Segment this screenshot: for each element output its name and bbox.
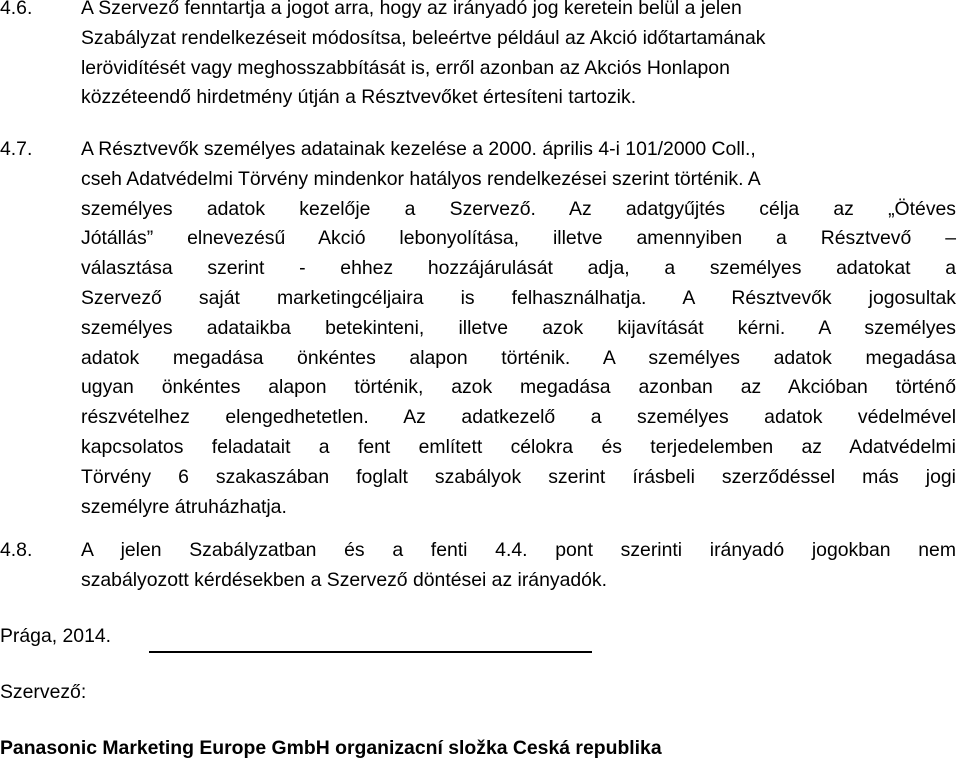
text-line: Törvény 6 szakaszában foglalt szabályok szerint írásbeli szerződéssel más jogi bbox=[81, 465, 956, 488]
section-number: 4.6. bbox=[0, 0, 33, 19]
text-line: Szabályzat rendelkezéseit módosítsa, beleértve például az Akció időtartamának bbox=[81, 26, 766, 49]
text-line: A jelen Szabályzatban és a fenti 4.4. pont szerinti irányadó jogokban nem bbox=[81, 539, 956, 561]
text-line: szabályozott kérdésekben a Szervező döntései az irányadók. bbox=[81, 568, 608, 591]
place-date: Prága, 2014. bbox=[0, 625, 112, 647]
section-text bbox=[81, 536, 956, 596]
text-line: személyes adataikba betekinteni, illetve azok kijavítását kérni. A személyes bbox=[81, 316, 956, 339]
section-4-8 bbox=[0, 536, 959, 596]
section-text bbox=[81, 135, 956, 522]
signature-line bbox=[149, 651, 592, 653]
section-number: 4.8. bbox=[0, 539, 33, 561]
text-line: Jótállás” elnevezésű Akció lebonyolítása, illetve amennyiben a Résztvevő – bbox=[81, 227, 956, 250]
text-line: A Résztvevők személyes adatainak kezelése a 2000. április 4-i 101/2000 Coll., bbox=[81, 138, 756, 160]
text-line: Szervező saját marketingcéljaira is felhasználhatja. A Résztvevők jogosultak bbox=[81, 286, 956, 309]
section-4-6 bbox=[0, 0, 959, 113]
organizer-name: Panasonic Marketing Europe GmbH organizacní složka Ceská republika bbox=[0, 737, 662, 759]
text-line: lerövidítését vagy meghosszabbítását is, erről azonban az Akciós Honlapon bbox=[81, 56, 730, 79]
text-line: részvételhez elengedhetetlen. Az adatkezelő a személyes adatok védelmével bbox=[81, 406, 956, 429]
section-text bbox=[81, 0, 956, 113]
text-line: kapcsolatos feladatait a fent említett célokra és terjedelemben az Adatvédelmi bbox=[81, 435, 956, 458]
text-line: cseh Adatvédelmi Törvény mindenkor hatályos rendelkezései szerint történik. A bbox=[81, 167, 761, 190]
text-line: A Szervező fenntartja a jogot arra, hogy az irányadó jog keretein belül a jelen bbox=[81, 0, 742, 19]
organizer-label: Szervező: bbox=[0, 681, 87, 703]
text-line: közzéteendő hirdetmény útján a Résztvevőket értesíteni tartozik. bbox=[81, 86, 637, 109]
text-line: ugyan önkéntes alapon történik, azok megadása azonban az Akcióban történő bbox=[81, 376, 956, 399]
text-line: választása szerint - ehhez hozzájárulását adja, a személyes adatokat a bbox=[81, 257, 956, 280]
section-number: 4.7. bbox=[0, 138, 33, 160]
text-line: személyre átruházhatja. bbox=[81, 495, 287, 518]
text-line: személyes adatok kezelője a Szervező. Az adatgyűjtés célja az „Ötéves bbox=[81, 197, 956, 220]
text-line: adatok megadása önkéntes alapon történik. A személyes adatok megadása bbox=[81, 346, 956, 369]
section-4-7 bbox=[0, 135, 959, 522]
